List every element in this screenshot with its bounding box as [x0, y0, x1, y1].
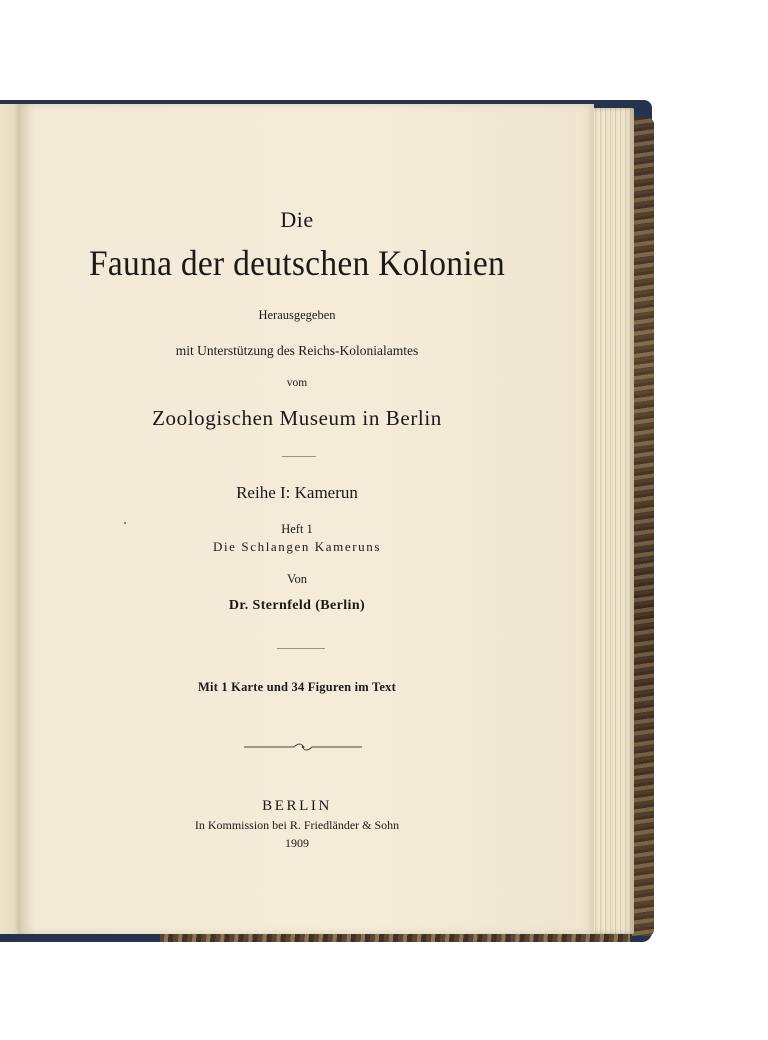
herausgegeben-line: Herausgegeben	[258, 308, 336, 322]
page-stack	[588, 108, 634, 934]
publication-year: 1909	[285, 836, 309, 850]
book-title: Fauna der deutschen Kolonien	[89, 243, 505, 283]
issue-line: Heft 1	[281, 522, 313, 536]
marbled-spine-edge	[632, 118, 654, 936]
publisher-city: BERLIN	[262, 798, 332, 814]
author-line: Dr. Sternfeld (Berlin)	[228, 598, 366, 613]
title-die: Die	[280, 207, 314, 232]
divider-rule	[282, 456, 316, 457]
publisher-line: In Kommission bei R. Friedländer & Sohn	[194, 818, 400, 832]
ornament-icon	[244, 740, 362, 754]
vom-line: vom	[286, 377, 308, 389]
museum-line: Zoologischen Museum in Berlin	[152, 406, 442, 430]
von-line: Von	[287, 572, 307, 586]
subtitle-line: Die Schlangen Kameruns	[212, 539, 382, 554]
series-line: Reihe I: Kamerun	[236, 483, 358, 502]
support-line: mit Unterstützung des Reichs-Kolonialamtes	[175, 343, 419, 358]
figures-line: Mit 1 Karte und 34 Figuren im Text	[198, 680, 396, 694]
page-speck	[124, 522, 126, 524]
divider-rule	[277, 648, 325, 649]
